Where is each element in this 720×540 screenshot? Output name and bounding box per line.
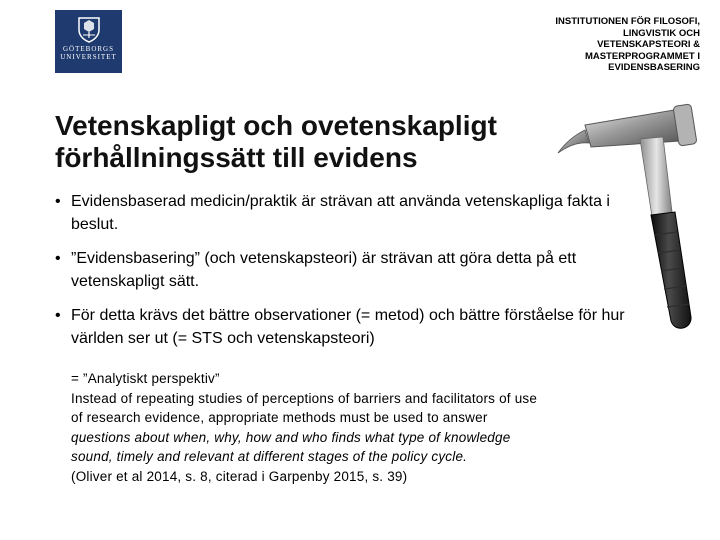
bullet-item <box>55 190 645 236</box>
university-logo <box>55 10 122 73</box>
quote-line-italic: questions about when, why, how and who finds what type of knowledge <box>71 429 511 445</box>
department-line: MASTERPROGRAMMET I <box>584 50 700 62</box>
quote-citation: (Oliver et al 2014, s. 8, citerad i Garpenby 2015, s. 39) <box>71 468 408 484</box>
hammer-head <box>585 109 689 147</box>
quote-block <box>71 369 661 486</box>
slide-title-line1: Vetenskapligt och ovetenskapligt <box>55 110 497 141</box>
bullet-list <box>55 190 645 361</box>
slide-title-line2: förhållningssätt till evidens <box>55 142 418 173</box>
bullet-item <box>55 247 645 293</box>
logo-text-line1: GÖTEBORGS <box>62 45 114 53</box>
bullet-item <box>55 304 645 350</box>
bullet-text: Evidensbaserad medicin/praktik är strävan att använda vetenskapliga fakta i beslut. <box>71 193 610 233</box>
department-line: INSTITUTIONEN FÖR FILOSOFI, <box>555 16 700 27</box>
bullet-text: För detta krävs det bättre observationer (= metod) och bättre förståelse för hur världen ser ut (= STS och vetenskapsteori) <box>71 307 625 347</box>
logo-text-line2: UNIVERSITET <box>60 53 117 61</box>
bullet-marker: • <box>55 250 61 267</box>
department-line: LINGVISTIK OCH <box>622 27 700 39</box>
department-line: VETENSKAPSTEORI & <box>597 39 700 50</box>
bullet-text: ”Evidensbasering” (och vetenskapsteori) är strävan att göra detta på ett vetenskapligt sätt. <box>71 250 577 290</box>
quote-line-italic: sound, timely and relevant at different stages of the policy cycle. <box>71 449 468 464</box>
bullet-marker: • <box>55 307 61 324</box>
hammer-claw <box>558 130 589 153</box>
quote-intro: = ”Analytiskt perspektiv” <box>71 371 220 386</box>
quote-line: Instead of repeating studies of perceptions of barriers and facilitators of use <box>71 390 538 406</box>
quote-line: of research evidence, appropriate methods must be used to answer <box>71 410 488 425</box>
slide-title <box>55 110 575 174</box>
department-header <box>490 16 700 74</box>
bullet-marker: • <box>55 193 61 210</box>
department-line: EVIDENSBASERING <box>608 62 700 73</box>
university-seal-icon <box>76 15 102 43</box>
